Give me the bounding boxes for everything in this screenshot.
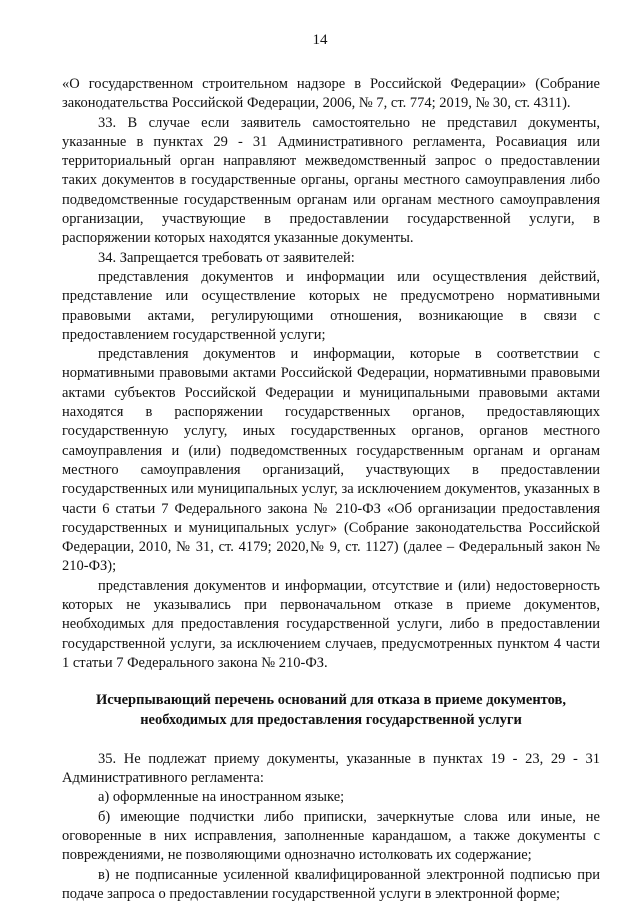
paragraph-35-item-b: б) имеющие подчистки либо приписки, зачеркнутые слова или иные, не оговоренные в них исправления, заполненные карандашом, а также документы с повреждениями, не позволяющими однозначно истолковать их содержание; <box>62 808 600 864</box>
paragraph-34-item-2: представления документов и информации, которые в соответствии с нормативными правовыми актами Российской Федерации, нормативными правовыми актами субъектов Российской Федерации и муниципальными правовыми актами находятся в распоряжении государственных органов, предоставляющих государственную услугу, иных государственных органов, органов местного самоуправления и (или) подведомственных государственным органам и органам местного самоуправления организаций, участвующих в предоставлении государственных или муниципальных услуг, за исключением документов, указанных в части 6 статьи 7 Федерального закона № 210-ФЗ «Об организации предоставления государственных и муниципальных услуг» (Собрание законодательства Российской Федерации, 2010, № 31, ст. 4179; 2020,№ 9, ст. 1127) (далее – Федеральный закон № 210-ФЗ); <box>62 346 600 575</box>
paragraph-continuation: «О государственном строительном надзоре в Российской Федерации» (Собрание законодательства Российской Федерации, 2006, № 7, ст. 774; 2019, № 30, ст. 4311). <box>62 76 600 112</box>
section-heading: Исчерпывающий перечень оснований для отказа в приеме документов, необходимых для предоставления государственной услуги <box>96 692 566 728</box>
paragraph-35: 35. Не подлежат приему документы, указанные в пунктах 19 - 23, 29 - 31 Административного регламента: <box>62 750 600 787</box>
paragraph-35-item-v: в) не подписанные усиленной квалифицированной электронной подписью при подаче запроса о предоставлении государственной услуги в электронной форме; <box>62 866 600 902</box>
page-number: 14 <box>312 32 328 48</box>
document-body <box>62 75 600 904</box>
paragraph-35-item-a: а) оформленные на иностранном языке; <box>98 789 345 806</box>
paragraph-33: 33. В случае если заявитель самостоятельно не представил документы, указанные в пунктах 29 - 31 Административного регламента, Росавиация или территориальный орган направляют межведомственный запрос о предоставлении таких документов в государственные органы, органы местного самоуправления либо подведомственные государственным органам или органам местного самоуправления организации, участвующие в предоставлении государственной услуги, в распоряжении которых находятся указанные документы. <box>62 114 600 247</box>
paragraph-34-item-1: представления документов и информации или осуществления действий, представление или осуществление которых не предусмотрено нормативными правовыми актами, регулирующими отношения, возникающие в связи с предоставлением государственной услуги; <box>62 268 600 343</box>
paragraph-34: 34. Запрещается требовать от заявителей: <box>98 249 355 266</box>
paragraph-34-item-3: представления документов и информации, отсутствие и (или) недостоверность которых не указывались при первоначальном отказе в приеме документов, необходимых для предоставления государственной услуги, либо в предоставлении государственной услуги, за исключением случаев, предусмотренных пунктом 4 части 1 статьи 7 Федерального закона № 210-ФЗ. <box>62 577 600 671</box>
